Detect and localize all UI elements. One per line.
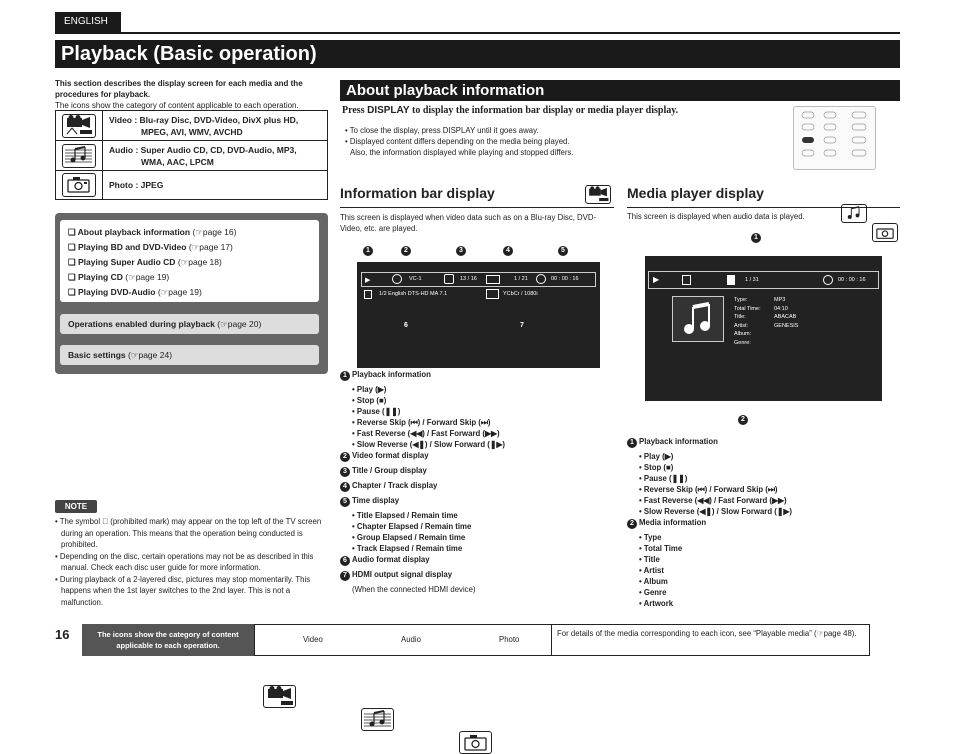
nav-basic-settings[interactable]: Basic settings (☞page 24) <box>60 345 319 365</box>
legend-sub-item: • Stop (■) <box>352 396 387 405</box>
media-info-row <box>734 313 824 322</box>
nav-list <box>60 220 319 302</box>
video-icon <box>263 685 296 708</box>
legend-sub-item: • Fast Reverse (◀◀) / Fast Forward (▶▶) <box>639 496 787 505</box>
nav-page: page 17) <box>199 242 233 252</box>
legend-sub-item: • Artwork <box>639 599 674 608</box>
info-bar-desc: This screen is displayed when video data such as on a Blu-ray Disc, DVD-Video, etc. are played. <box>340 213 597 233</box>
file-icon <box>727 275 735 285</box>
nav-label: Playing Super Audio CD <box>77 257 176 267</box>
media-player-rule <box>627 207 900 208</box>
media-player-legend <box>627 436 897 609</box>
photo-icon <box>459 731 492 754</box>
about-bullets <box>345 125 785 158</box>
play-icon: ▶ <box>653 275 660 284</box>
legend-sub-item: • Fast Reverse (◀◀) / Fast Forward (▶▶) <box>352 429 500 438</box>
legend-title: Media information <box>639 518 707 527</box>
callout: 3 <box>456 246 466 256</box>
nav-item-cd[interactable]: ❏ Playing CD (☞page 19) <box>68 272 170 282</box>
clock-icon <box>823 275 833 285</box>
photo-icon <box>872 223 898 242</box>
artwork <box>672 296 724 342</box>
media-info-row <box>734 296 824 305</box>
chapter-icon <box>486 275 500 284</box>
nav-item-dvda[interactable]: ❏ Playing DVD-Audio (☞page 19) <box>68 287 202 297</box>
media-info-row <box>734 322 824 331</box>
video-icon <box>585 185 611 204</box>
nav-label: Basic settings <box>68 350 126 360</box>
media-info-key: Title: <box>734 314 746 321</box>
note-list <box>55 516 328 608</box>
icon-cell <box>56 171 103 199</box>
language-tab: ENGLISH <box>55 12 121 32</box>
icon-row-video <box>56 111 327 141</box>
footer-label: The icons show the category of content applicable to each operation. <box>82 624 254 656</box>
header-rule <box>55 32 900 34</box>
legend-title: Video format display <box>352 451 429 460</box>
display-key: DISPLAY <box>367 105 410 116</box>
legend-container <box>627 436 897 609</box>
legend-sub-item: • Pause (❚❚) <box>352 407 401 416</box>
info-bar-rule <box>340 207 614 208</box>
note-text: During playback of a 2-layered disc, pictures may stop momentarily. This happens when the 1st layer switches to the 2nd layer. This is not a malfunction. <box>59 574 311 607</box>
note-text: Depending on the disc, certain operations may not be as described in this manual. Check each disc user guide for more information. <box>59 551 314 572</box>
legend-number: 6 <box>340 556 350 566</box>
remote-buttons-icon <box>794 107 877 171</box>
legend-container <box>340 369 610 595</box>
callout: 2 <box>401 246 411 256</box>
hdmi-icon <box>486 289 499 299</box>
music-note-icon <box>673 297 723 341</box>
callout: 6 <box>401 321 411 331</box>
press-suffix: to display the information bar display or media player display. <box>409 105 679 116</box>
audio-format-icon <box>364 290 372 299</box>
note-text: The symbol ⃠ (prohibited mark) may appear on the top left of the TV screen during an operation. This means that the operation being conducted is prohibited. <box>59 517 322 549</box>
legend-sub-item: • Play (▶) <box>352 385 387 394</box>
intro-bold: This section describes the display screen for each media and the procedures for playback. <box>55 79 303 99</box>
nav-label: Playing BD and DVD-Video <box>77 242 187 252</box>
nav-page: page 19) <box>135 272 170 282</box>
media-info-key: Album: <box>734 331 752 338</box>
legend-item <box>340 495 610 507</box>
legend-item <box>340 569 610 581</box>
callout: 1 <box>363 246 373 256</box>
legend-sub-item: • Type <box>639 533 662 542</box>
legend-number: 1 <box>340 371 350 381</box>
about-bullet: • Displayed content differs depending on the media being played. <box>345 137 570 146</box>
legend-number: 4 <box>340 482 350 492</box>
legend-sub-item: • Group Elapsed / Remain time <box>352 533 466 542</box>
media-info-key: Artist: <box>734 322 749 329</box>
icon-row-photo <box>56 171 327 199</box>
footer-page-link[interactable]: page 48). <box>823 629 857 638</box>
icon-line: Photo : JPEG <box>109 180 164 190</box>
legend-title: Playback information <box>352 370 431 379</box>
icon-line: Video : Blu-ray Disc, DVD-Video, DivX plus HD, <box>109 114 299 125</box>
callout: 4 <box>503 246 513 256</box>
legend-number: 2 <box>340 452 350 462</box>
callout: 5 <box>558 246 568 256</box>
legend-sub-item: • Title Elapsed / Remain time <box>352 511 458 520</box>
bullet-text: Also, the information displayed while playing and stopped differs. <box>350 148 574 157</box>
legend-sub-item: • Play (▶) <box>639 452 674 461</box>
legend-title: Audio format display <box>352 555 430 564</box>
note-badge: NOTE <box>55 500 97 513</box>
page-title: Playback (Basic operation) <box>55 40 900 68</box>
legend-sub-item: • Genre <box>639 588 667 597</box>
press-prefix: Press <box>342 105 368 116</box>
callout: 1 <box>751 233 761 243</box>
icon-cell <box>56 111 103 140</box>
media-info-value: 04:10 <box>774 305 788 312</box>
legend-note: (When the connected HDMI device) <box>352 585 476 594</box>
nav-label: Playing DVD-Audio <box>77 287 156 297</box>
footer-divider <box>551 624 552 656</box>
nav-item-sacd[interactable]: ❏ Playing Super Audio CD (☞page 18) <box>68 257 222 267</box>
photo-icon <box>62 173 96 197</box>
nav-label: Operations enabled during playback <box>68 319 215 329</box>
legend-number: 2 <box>627 519 637 529</box>
footer-video-label: Video <box>303 635 323 644</box>
legend-sub-item: • Title <box>639 555 660 564</box>
legend-number: 5 <box>340 497 350 507</box>
legend-number: 1 <box>627 438 637 448</box>
about-press-line <box>342 105 792 116</box>
note-item: • Depending on the disc, certain operations may not be as described in this manual. Check each disc user guide for more information. <box>55 551 314 572</box>
legend-title: HDMI output signal display <box>352 570 453 579</box>
rows-container <box>734 296 824 348</box>
footer-audio-label: Audio <box>401 635 421 644</box>
nav-page: page 16) <box>202 227 237 237</box>
note-item: • During playback of a 2-layered disc, pictures may stop momentarily. This happens when the 1st layer switches to the 2nd layer. This is not a malfunction. <box>55 574 311 607</box>
legend-item <box>340 369 610 381</box>
title-icon <box>444 274 454 284</box>
legend-item <box>340 554 610 566</box>
about-bullet <box>345 147 785 158</box>
legend-item <box>627 436 897 448</box>
intro-normal: The icons show the category of content applicable to each operation. <box>55 101 299 110</box>
legend-sub-item: • Total Time <box>639 544 683 553</box>
media-player-desc: This screen is displayed when audio data is played. <box>627 212 805 221</box>
media-info-key: Genre: <box>734 339 751 346</box>
legend-sub-item: • Slow Reverse (◀❚) / Slow Forward (❚▶) <box>639 507 792 516</box>
note-item: • The symbol ⃠ (prohibited mark) may appear on the top left of the TV screen during an operation. This means that the operation being conducted is prohibited. <box>55 517 322 549</box>
icon-cell <box>56 141 103 170</box>
chapter-value: 1 / 21 <box>514 276 528 282</box>
nav-label: Playing CD <box>77 272 123 282</box>
clock-icon <box>536 274 546 284</box>
legend-title: Playback information <box>639 437 718 446</box>
media-info-rows <box>734 296 824 348</box>
legend-sub-item: • Reverse Skip (⏮) / Forward Skip (⏭) <box>639 485 778 494</box>
play-icon: ▶ <box>365 277 371 284</box>
folder-icon <box>682 275 691 285</box>
legend-item <box>627 517 897 529</box>
media-info-value: ABACAB <box>774 314 797 321</box>
legend-title: Time display <box>352 496 400 505</box>
nav-item-about[interactable]: ❏ About playback information (☞page 16) <box>68 227 237 237</box>
info-bar-top <box>361 272 596 287</box>
media-info-value: MP3 <box>774 297 786 303</box>
info-bar-heading: Information bar display <box>340 185 495 201</box>
icon-row-text <box>103 171 169 199</box>
legend-sub-item: • Chapter Elapsed / Remain time <box>352 522 472 531</box>
media-info-key: Total Time: <box>734 305 761 312</box>
legend-sub-item: • Album <box>639 577 668 586</box>
icon-table <box>55 110 328 200</box>
icon-line: Audio : Super Audio CD, CD, DVD-Audio, MP3, <box>109 144 297 155</box>
icon-line: MPEG, AVI, WMV, AVCHD <box>141 126 243 137</box>
audio-icon <box>62 144 96 168</box>
media-info-value: GENESIS <box>774 322 799 329</box>
nav-label: About playback information <box>77 227 191 237</box>
title-value: 13 / 16 <box>460 276 477 282</box>
info-bar-legend <box>340 369 610 595</box>
remote-control-illustration <box>793 106 876 170</box>
legend-sub-item: • Slow Reverse (◀❚) / Slow Forward (❚▶) <box>352 440 505 449</box>
codec-value: VC-1 <box>409 276 422 282</box>
about-bullet: • To close the display, press DISPLAY until it goes away. <box>345 126 539 135</box>
media-info-key: Type: <box>734 297 748 303</box>
callout: 2 <box>738 415 748 425</box>
nav-page: page 20) <box>227 319 262 329</box>
media-info-row <box>734 339 824 348</box>
footer-text-main: For details of the media corresponding to each icon, see “Playable media” ( <box>557 629 817 638</box>
media-info-row <box>734 305 824 314</box>
video-icon <box>62 114 96 138</box>
legend-number: 7 <box>340 571 350 581</box>
footer-photo-label: Photo <box>499 635 520 644</box>
legend-sub-item: • Stop (■) <box>639 463 674 472</box>
nav-page: page 19) <box>168 287 202 297</box>
icon-line: WMA, AAC, LPCM <box>141 156 214 167</box>
info-bar-bottom <box>361 288 596 302</box>
legend-sub-item: • Artist <box>639 566 664 575</box>
legend-item <box>340 450 610 462</box>
bullet-text: To close the display, press DISPLAY until it goes away. <box>349 126 539 135</box>
nav-operations[interactable]: Operations enabled during playback (☞page 20) <box>60 314 319 334</box>
legend-sub-item: • Track Elapsed / Remain time <box>352 544 463 553</box>
legend-title: Title / Group display <box>352 466 427 475</box>
legend-sub-item: • Pause (❚❚) <box>639 474 688 483</box>
media-info-row <box>734 330 824 339</box>
time-value: 00 : 00 : 16 <box>551 276 579 282</box>
legend-title: Chapter / Track display <box>352 481 438 490</box>
icon-row-text <box>103 141 303 170</box>
media-player-heading: Media player display <box>627 185 764 201</box>
nav-page: page 18) <box>188 257 222 267</box>
legend-number: 3 <box>340 467 350 477</box>
media-player-top <box>648 271 879 289</box>
hdmi-value: YCbCr / 1080i <box>503 291 538 297</box>
legend-item <box>340 480 610 492</box>
intro-text <box>55 78 330 111</box>
nav-page: page 24) <box>138 350 173 360</box>
audio-value: 1/2 English DTS-HD MA 7.1 <box>379 291 448 297</box>
page-number: 16 <box>55 627 70 642</box>
legend-sub-item: • Reverse Skip (⏮) / Forward Skip (⏭) <box>352 418 491 427</box>
legend-item <box>340 465 610 477</box>
about-heading: About playback information <box>340 80 900 101</box>
bullet-text: Displayed content differs depending on the media being played. <box>349 137 570 146</box>
icon-row-text <box>103 111 304 140</box>
audio-icon <box>361 708 394 731</box>
track-value: 1 / 31 <box>745 277 759 283</box>
callout: 7 <box>517 321 527 331</box>
icon-row-audio <box>56 141 327 171</box>
time-value: 00 : 00 : 16 <box>838 277 866 283</box>
nav-item-bd[interactable]: ❏ Playing BD and DVD-Video (☞page 17) <box>68 242 233 252</box>
footer-text: For details of the media corresponding to each icon, see “Playable media” (☞page 48). <box>557 629 857 638</box>
disc-icon <box>392 274 402 284</box>
